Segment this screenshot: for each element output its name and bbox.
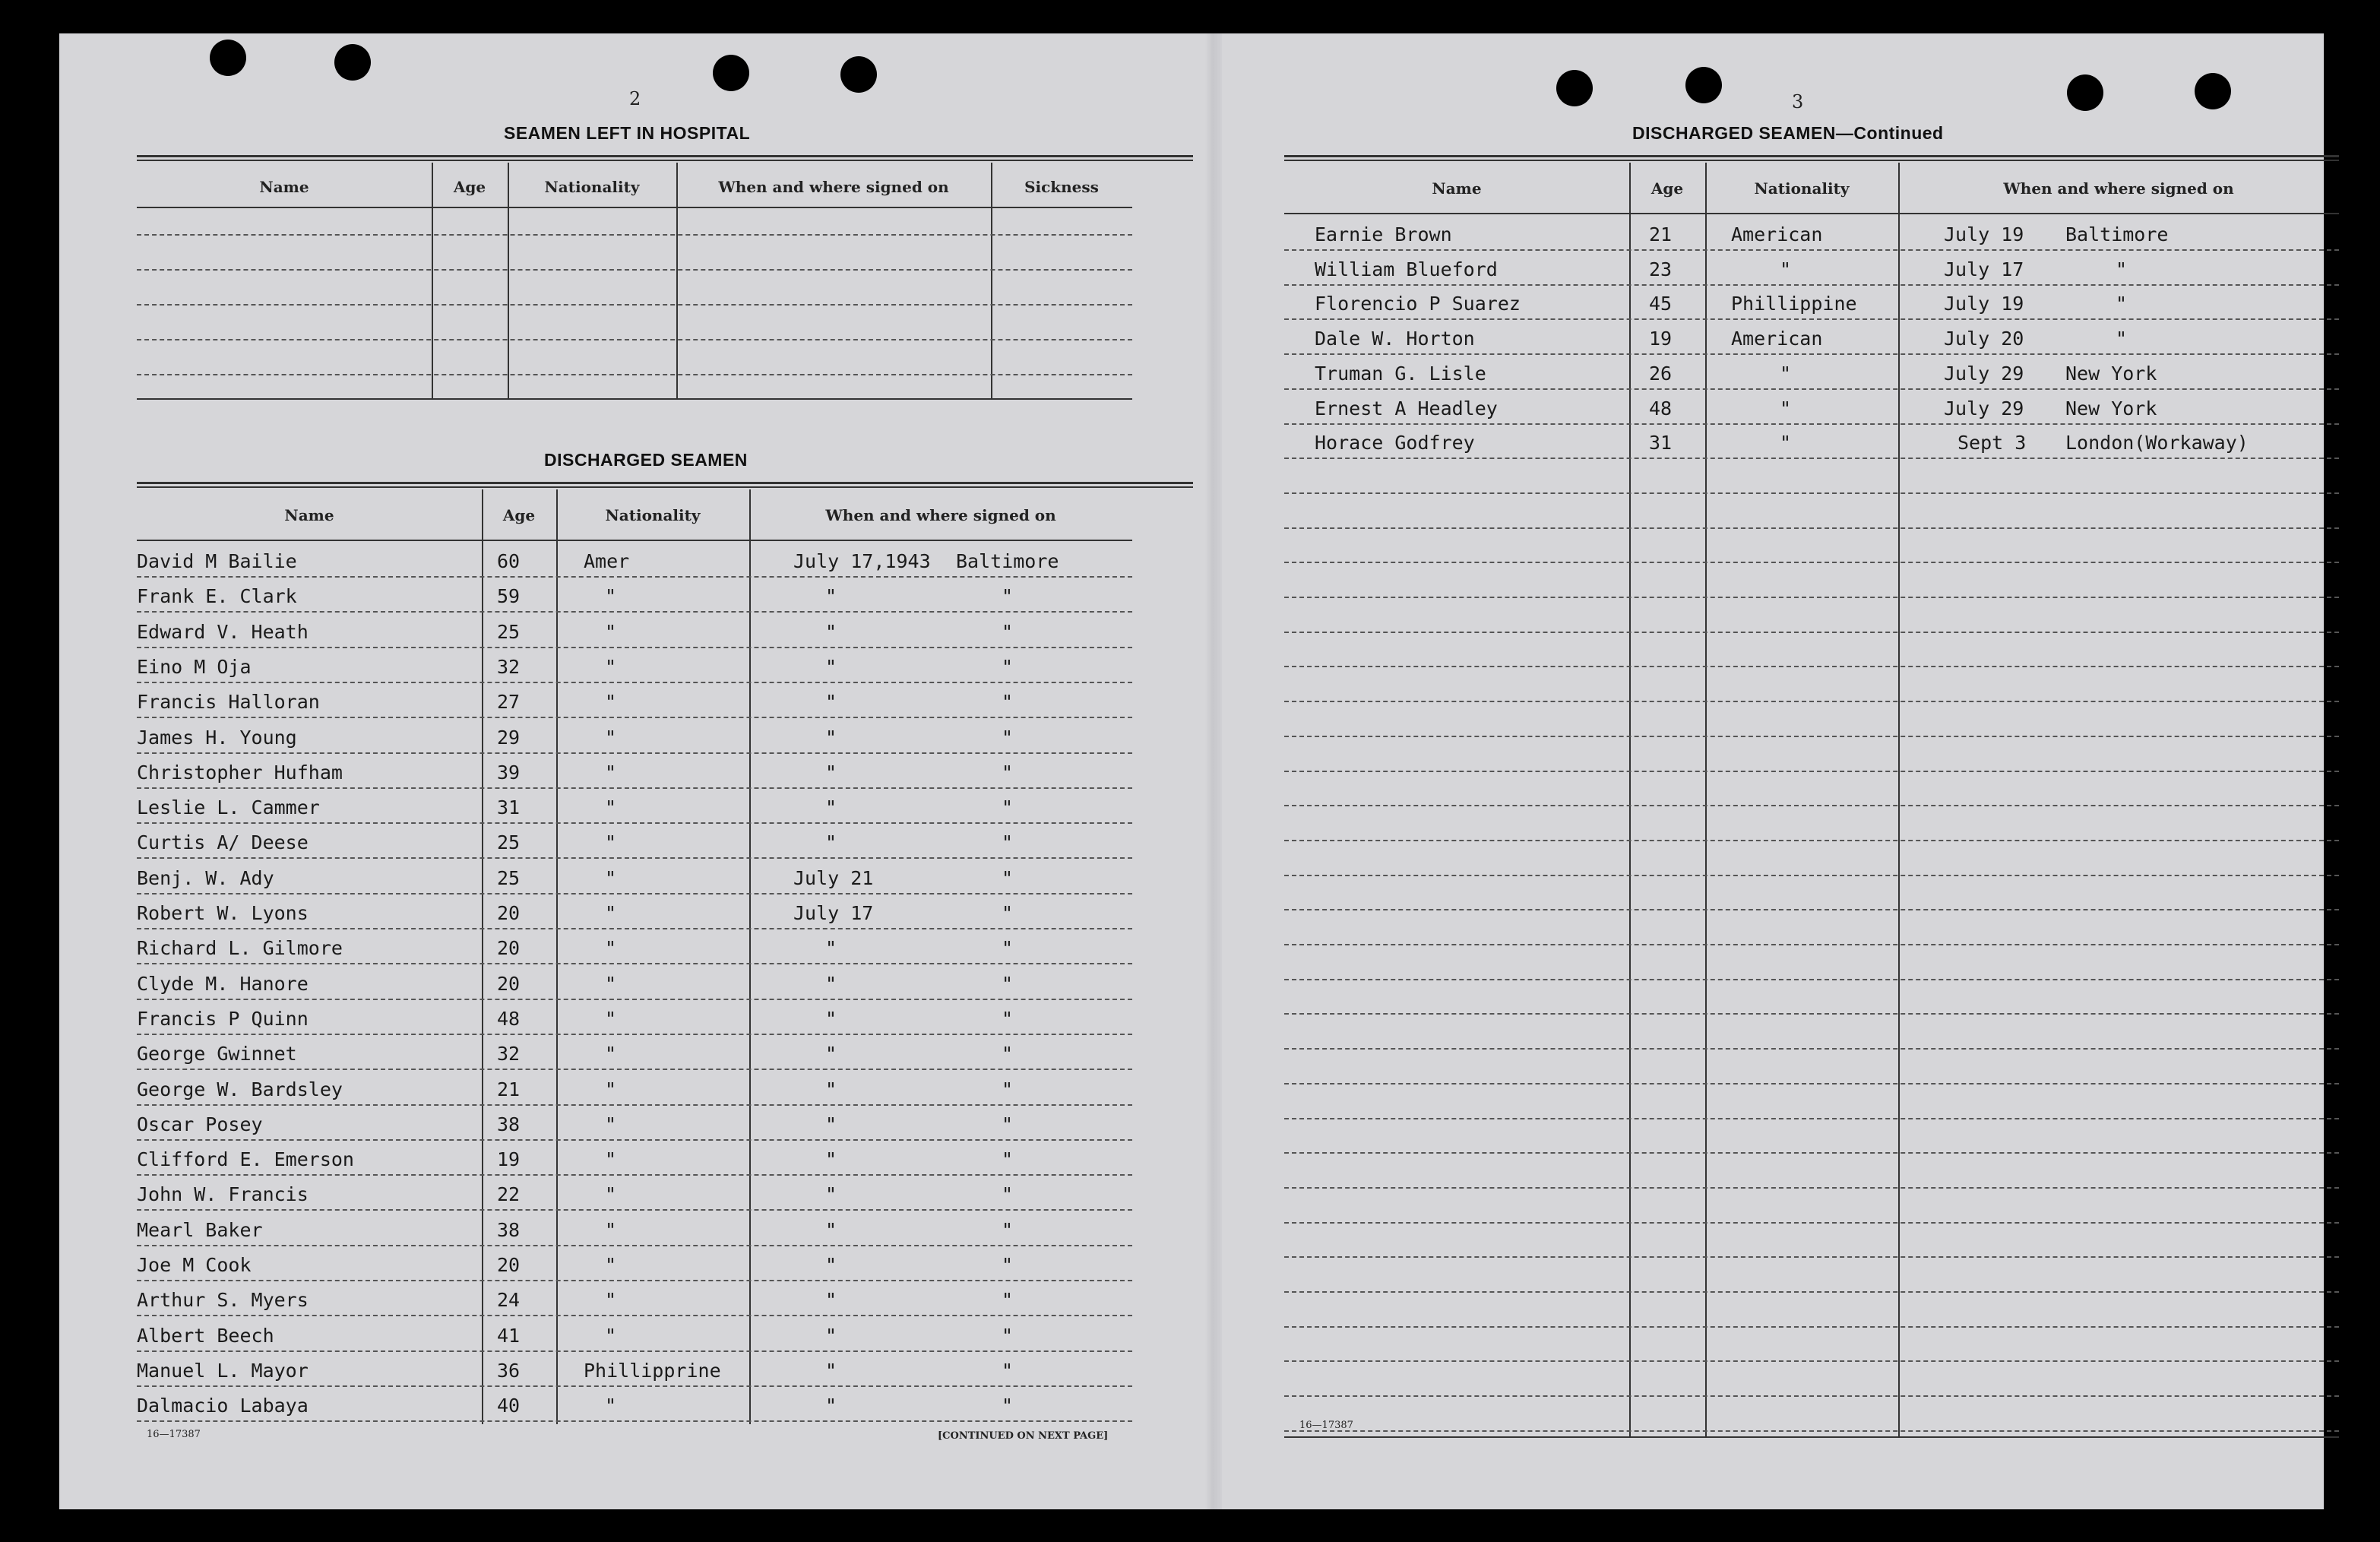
place-cell: " — [1002, 866, 1014, 889]
row-line — [137, 1069, 1132, 1070]
date-cell: July 21 — [793, 866, 874, 889]
date-cell: " — [825, 761, 837, 784]
date-cell: " — [825, 1359, 837, 1382]
nationality-cell: " — [1780, 362, 1792, 385]
place-cell: " — [1002, 585, 1014, 608]
place-cell: " — [1002, 1359, 1014, 1382]
place-cell: " — [1002, 972, 1014, 995]
page-fold — [1205, 33, 1222, 1509]
column-header: When and where signed on — [2003, 179, 2234, 198]
punch-hole — [1556, 70, 1593, 106]
date-cell: " — [825, 620, 837, 643]
row-line — [1284, 840, 2339, 841]
date-cell: " — [825, 796, 837, 819]
date-cell: July 20 — [1944, 328, 2024, 350]
name-cell: Joe M Cook — [137, 1254, 252, 1276]
nationality-cell: Amer — [584, 550, 630, 572]
place-cell: " — [1002, 1148, 1014, 1171]
date-cell: " — [825, 1183, 837, 1206]
bottom-rule — [1284, 1436, 2339, 1438]
place-cell: " — [1002, 902, 1014, 924]
page-number: 2 — [629, 88, 641, 109]
place-cell: " — [1002, 1007, 1014, 1030]
nationality-cell: " — [605, 866, 617, 889]
name-cell: George W. Bardsley — [137, 1078, 343, 1100]
column-header: Age — [453, 178, 486, 196]
row-line — [137, 1350, 1132, 1352]
place-cell: " — [1002, 1395, 1014, 1417]
column-header: Sickness — [1024, 178, 1099, 196]
rule — [1284, 160, 2339, 161]
row-line — [1284, 666, 2339, 667]
row-line — [137, 928, 1132, 929]
age-cell: 25 — [497, 620, 521, 643]
row-line — [1284, 562, 2339, 563]
row-line — [1284, 353, 2339, 355]
punch-hole — [2067, 74, 2103, 111]
punch-hole — [1685, 67, 1722, 103]
column-header: Nationality — [1754, 179, 1850, 198]
place-cell: " — [2116, 328, 2128, 350]
row-line — [1284, 701, 2339, 702]
rule — [1284, 155, 2339, 157]
name-cell: Clyde M. Hanore — [137, 972, 309, 995]
row-line — [137, 1034, 1132, 1035]
nationality-cell: " — [605, 902, 617, 924]
age-cell: 23 — [1649, 258, 1673, 280]
name-cell: John W. Francis — [137, 1183, 309, 1206]
row-line — [1284, 1291, 2339, 1293]
age-cell: 41 — [497, 1324, 521, 1347]
nationality-cell: " — [605, 937, 617, 960]
page-number: 3 — [1792, 91, 1804, 112]
nationality-cell: " — [605, 1218, 617, 1241]
name-cell: Leslie L. Cammer — [137, 796, 320, 819]
date-cell: " — [825, 1007, 837, 1030]
row-line — [137, 339, 1132, 340]
row-line — [137, 234, 1132, 236]
column-header: Name — [1432, 179, 1482, 198]
nationality-cell: " — [1780, 258, 1792, 280]
age-cell: 20 — [497, 937, 521, 960]
age-cell: 60 — [497, 550, 521, 572]
row-line — [1284, 597, 2339, 598]
column-header: Name — [259, 178, 309, 196]
place-cell: " — [1002, 655, 1014, 678]
age-cell: 25 — [497, 866, 521, 889]
row-line — [1284, 284, 2339, 286]
date-cell: July 19 — [1944, 223, 2024, 245]
date-cell: " — [825, 691, 837, 714]
nationality-cell: " — [605, 1324, 617, 1347]
rule — [137, 482, 1193, 484]
row-line — [1284, 1395, 2339, 1397]
column-divider — [991, 163, 992, 398]
hospital-title: SEAMEN LEFT IN HOSPITAL — [504, 123, 751, 143]
nationality-cell: " — [605, 726, 617, 749]
column-divider — [749, 489, 751, 1424]
row-line — [137, 576, 1132, 578]
column-divider — [432, 163, 433, 398]
name-cell: David M Bailie — [137, 550, 297, 572]
continued-note: [CONTINUED ON NEXT PAGE] — [938, 1430, 1109, 1442]
header-rule — [137, 207, 1132, 208]
place-cell: London(Workaway) — [2065, 432, 2249, 454]
document-sheet — [59, 33, 2324, 1509]
punch-hole — [334, 44, 371, 81]
age-cell: 32 — [497, 655, 521, 678]
column-header: When and where signed on — [718, 178, 949, 196]
age-cell: 32 — [497, 1043, 521, 1065]
name-cell: James H. Young — [137, 726, 297, 749]
age-cell: 40 — [497, 1395, 521, 1417]
name-cell: Truman G. Lisle — [1315, 362, 1486, 385]
age-cell: 25 — [497, 831, 521, 854]
row-line — [1284, 1256, 2339, 1258]
row-line — [137, 647, 1132, 648]
age-cell: 20 — [497, 972, 521, 995]
place-cell: " — [1002, 620, 1014, 643]
row-line — [1284, 944, 2339, 945]
header-rule — [1284, 213, 2339, 214]
date-cell: " — [825, 1218, 837, 1241]
column-divider — [556, 489, 558, 1424]
age-cell: 19 — [497, 1148, 521, 1171]
date-cell: " — [825, 1043, 837, 1065]
nationality-cell: " — [1780, 397, 1792, 420]
row-line — [1284, 771, 2339, 772]
age-cell: 31 — [497, 796, 521, 819]
nationality-cell: " — [605, 620, 617, 643]
name-cell: Mearl Baker — [137, 1218, 263, 1241]
name-cell: Florencio P Suarez — [1315, 293, 1521, 315]
rule — [137, 155, 1193, 157]
row-line — [137, 304, 1132, 306]
nationality-cell: " — [605, 1043, 617, 1065]
place-cell: " — [1002, 831, 1014, 854]
column-header: Age — [1650, 179, 1684, 198]
age-cell: 20 — [497, 902, 521, 924]
nationality-cell: " — [605, 1078, 617, 1100]
row-line — [1284, 318, 2339, 320]
date-cell: " — [825, 1395, 837, 1417]
age-cell: 31 — [1649, 432, 1673, 454]
name-cell: Albert Beech — [137, 1324, 274, 1347]
row-line — [1284, 909, 2339, 910]
place-cell: " — [1002, 1289, 1014, 1312]
age-cell: 20 — [497, 1254, 521, 1276]
row-line — [1284, 1326, 2339, 1328]
place-cell: New York — [2065, 397, 2157, 420]
nationality-cell: " — [605, 972, 617, 995]
continued-title: DISCHARGED SEAMEN—Continued — [1632, 123, 1944, 143]
punch-hole — [2195, 73, 2231, 109]
nationality-cell: Phillippine — [1731, 293, 1857, 315]
place-cell: Baltimore — [956, 550, 1059, 572]
place-cell: " — [1002, 726, 1014, 749]
row-line — [137, 682, 1132, 683]
age-cell: 48 — [497, 1007, 521, 1030]
row-line — [1284, 1152, 2339, 1154]
name-cell: Arthur S. Myers — [137, 1289, 309, 1312]
row-line — [137, 1139, 1132, 1141]
date-cell: " — [825, 831, 837, 854]
date-cell: " — [825, 1113, 837, 1135]
row-line — [137, 269, 1132, 271]
column-divider — [508, 163, 509, 398]
place-cell: " — [2116, 258, 2128, 280]
name-cell: Horace Godfrey — [1315, 432, 1475, 454]
row-line — [1284, 1048, 2339, 1050]
nationality-cell: " — [605, 1254, 617, 1276]
place-cell: " — [1002, 1218, 1014, 1241]
nationality-cell: " — [605, 761, 617, 784]
name-cell: Eino M Oja — [137, 655, 252, 678]
place-cell: " — [1002, 1043, 1014, 1065]
row-line — [1284, 1083, 2339, 1084]
bottom-rule — [137, 398, 1132, 400]
row-line — [137, 1209, 1132, 1211]
row-line — [1284, 1187, 2339, 1189]
row-line — [1284, 979, 2339, 980]
row-line — [1284, 805, 2339, 806]
row-line — [1284, 1222, 2339, 1224]
row-line — [1284, 1360, 2339, 1362]
form-number: 16—17387 — [1299, 1420, 1353, 1431]
date-cell: " — [825, 972, 837, 995]
row-line — [137, 857, 1132, 859]
nationality-cell: Phillipprine — [584, 1359, 721, 1382]
punch-hole — [713, 55, 749, 91]
nationality-cell: " — [605, 1395, 617, 1417]
age-cell: 19 — [1649, 328, 1673, 350]
name-cell: George Gwinnet — [137, 1043, 297, 1065]
row-line — [137, 999, 1132, 1000]
place-cell: Baltimore — [2065, 223, 2169, 245]
rule — [137, 486, 1193, 488]
name-cell: William Blueford — [1315, 258, 1498, 280]
row-line — [1284, 632, 2339, 633]
row-line — [137, 893, 1132, 894]
date-cell: July 29 — [1944, 397, 2024, 420]
name-cell: Curtis A/ Deese — [137, 831, 309, 854]
date-cell: July 19 — [1944, 293, 2024, 315]
age-cell: 45 — [1649, 293, 1673, 315]
nationality-cell: " — [605, 831, 617, 854]
name-cell: Richard L. Gilmore — [137, 937, 343, 960]
row-line — [1284, 1430, 2339, 1432]
column-header: Name — [284, 506, 334, 524]
name-cell: Dale W. Horton — [1315, 328, 1475, 350]
date-cell: Sept 3 — [1957, 432, 2027, 454]
age-cell: 36 — [497, 1359, 521, 1382]
row-line — [137, 717, 1132, 718]
place-cell: New York — [2065, 362, 2157, 385]
punch-hole — [210, 40, 246, 76]
row-line — [1284, 875, 2339, 876]
column-divider — [676, 163, 678, 398]
nationality-cell: " — [605, 1148, 617, 1171]
row-line — [137, 822, 1132, 824]
nationality-cell: " — [605, 796, 617, 819]
row-line — [137, 787, 1132, 789]
age-cell: 38 — [497, 1113, 521, 1135]
date-cell: July 29 — [1944, 362, 2024, 385]
column-header: When and where signed on — [825, 506, 1056, 524]
date-cell: " — [825, 1254, 837, 1276]
row-line — [137, 374, 1132, 375]
date-cell: July 17 — [1944, 258, 2024, 280]
name-cell: Oscar Posey — [137, 1113, 263, 1135]
nationality-cell: " — [605, 691, 617, 714]
row-line — [1284, 423, 2339, 425]
row-line — [1284, 458, 2339, 459]
name-cell: Frank E. Clark — [137, 585, 297, 608]
discharged-title: DISCHARGED SEAMEN — [544, 450, 748, 470]
date-cell: " — [825, 585, 837, 608]
nationality-cell: " — [605, 1183, 617, 1206]
row-line — [1284, 249, 2339, 251]
row-line — [1284, 1118, 2339, 1119]
nationality-cell: " — [605, 1007, 617, 1030]
place-cell: " — [1002, 1254, 1014, 1276]
date-cell: " — [825, 1324, 837, 1347]
date-cell: " — [825, 937, 837, 960]
row-line — [137, 963, 1132, 964]
date-cell: " — [825, 1289, 837, 1312]
row-line — [1284, 388, 2339, 390]
nationality-cell: American — [1731, 328, 1823, 350]
nationality-cell: American — [1731, 223, 1823, 245]
date-cell: " — [825, 655, 837, 678]
name-cell: Dalmacio Labaya — [137, 1395, 309, 1417]
row-line — [137, 1245, 1132, 1246]
place-cell: " — [1002, 761, 1014, 784]
date-cell: July 17,1943 — [793, 550, 931, 572]
place-cell: " — [1002, 1078, 1014, 1100]
name-cell: Manuel L. Mayor — [137, 1359, 309, 1382]
name-cell: Francis Halloran — [137, 691, 320, 714]
header-rule — [137, 540, 1132, 541]
row-line — [137, 1104, 1132, 1106]
name-cell: Ernest A Headley — [1315, 397, 1498, 420]
name-cell: Clifford E. Emerson — [137, 1148, 354, 1171]
age-cell: 59 — [497, 585, 521, 608]
place-cell: " — [1002, 796, 1014, 819]
name-cell: Christopher Hufham — [137, 761, 343, 784]
place-cell: " — [1002, 691, 1014, 714]
row-line — [137, 1174, 1132, 1176]
column-header: Age — [502, 506, 536, 524]
place-cell: " — [2116, 293, 2128, 315]
form-number: 16—17387 — [147, 1429, 201, 1440]
date-cell: July 17 — [793, 902, 874, 924]
age-cell: 38 — [497, 1218, 521, 1241]
rule — [137, 160, 1193, 161]
place-cell: " — [1002, 1324, 1014, 1347]
row-line — [137, 1420, 1132, 1422]
age-cell: 26 — [1649, 362, 1673, 385]
age-cell: 24 — [497, 1289, 521, 1312]
place-cell: " — [1002, 1113, 1014, 1135]
nationality-cell: " — [605, 1113, 617, 1135]
punch-hole — [840, 56, 877, 93]
name-cell: Robert W. Lyons — [137, 902, 309, 924]
age-cell: 21 — [497, 1078, 521, 1100]
age-cell: 39 — [497, 761, 521, 784]
name-cell: Edward V. Heath — [137, 620, 309, 643]
age-cell: 22 — [497, 1183, 521, 1206]
row-line — [1284, 527, 2339, 529]
date-cell: " — [825, 1078, 837, 1100]
place-cell: " — [1002, 937, 1014, 960]
row-line — [137, 1280, 1132, 1281]
age-cell: 29 — [497, 726, 521, 749]
row-line — [137, 611, 1132, 613]
age-cell: 21 — [1649, 223, 1673, 245]
row-line — [137, 1315, 1132, 1316]
name-cell: Francis P Quinn — [137, 1007, 309, 1030]
row-line — [1284, 1013, 2339, 1015]
column-divider — [482, 489, 483, 1424]
age-cell: 48 — [1649, 397, 1673, 420]
row-line — [1284, 736, 2339, 737]
nationality-cell: " — [605, 585, 617, 608]
column-header: Nationality — [605, 506, 701, 524]
nationality-cell: " — [605, 1289, 617, 1312]
name-cell: Earnie Brown — [1315, 223, 1452, 245]
name-cell: Benj. W. Ady — [137, 866, 274, 889]
date-cell: " — [825, 726, 837, 749]
row-line — [137, 752, 1132, 754]
age-cell: 27 — [497, 691, 521, 714]
column-header: Nationality — [544, 178, 640, 196]
place-cell: " — [1002, 1183, 1014, 1206]
date-cell: " — [825, 1148, 837, 1171]
row-line — [137, 1385, 1132, 1387]
nationality-cell: " — [1780, 432, 1792, 454]
row-line — [1284, 492, 2339, 494]
nationality-cell: " — [605, 655, 617, 678]
